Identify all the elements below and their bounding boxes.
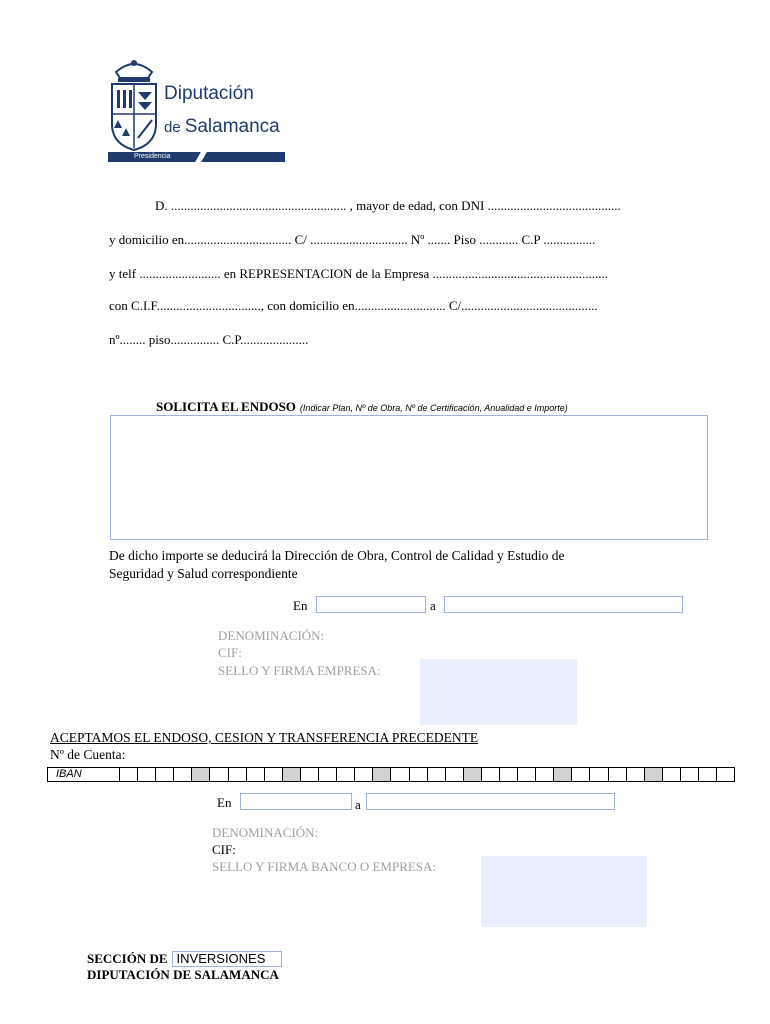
iban-digit[interactable] (663, 768, 681, 781)
iban-digit[interactable] (500, 768, 518, 781)
company-en-label: En (293, 598, 308, 613)
iban-separator (554, 768, 572, 781)
endoso-details-textarea[interactable] (110, 415, 708, 540)
iban-digit[interactable] (337, 768, 355, 781)
seccion-input[interactable]: INVERSIONES (172, 951, 283, 967)
iban-digit[interactable] (355, 768, 373, 781)
iban-digit[interactable] (536, 768, 554, 781)
iban-digit[interactable] (681, 768, 699, 781)
iban-digit[interactable] (482, 768, 500, 781)
form-line-phone: y telf ......................... en REPRESENTACION de la Empresa ...................................................... (109, 266, 609, 281)
deduction-text-line1: De dicho importe se deducirá la Dirección de Obra, Control de Calidad y Estudio de (109, 548, 565, 563)
form-line-address: y domicilio en................................. C/ .............................. Nº ....... Piso ............ C.P ................ (109, 232, 596, 247)
bank-en-label: En (217, 795, 232, 810)
logo-title: Diputación (164, 83, 254, 104)
form-line-cif: con C.I.F................................, con domicilio en............................ C/.......................................... (109, 298, 598, 313)
iban-digit[interactable] (609, 768, 627, 781)
company-signature-field[interactable] (420, 659, 577, 725)
iban-digit[interactable] (717, 768, 734, 781)
iban-digit[interactable] (301, 768, 319, 781)
company-denominacion-label: DENOMINACIÓN: (218, 628, 325, 643)
iban-digit[interactable] (319, 768, 337, 781)
iban-digit[interactable] (174, 768, 192, 781)
bank-place-input[interactable] (240, 793, 352, 810)
diputacion-footer: DIPUTACIÓN DE SALAMANCA (87, 967, 279, 982)
company-date-input[interactable] (444, 596, 683, 613)
form-line-floor: nº........ piso............... C.P..................... (109, 332, 309, 347)
iban-digit[interactable] (428, 768, 446, 781)
diputacion-logo (108, 58, 288, 164)
seccion-row (87, 950, 282, 968)
iban-digit[interactable] (627, 768, 645, 781)
seccion-label: SECCIÓN DE (87, 951, 168, 966)
bank-denominacion-label: DENOMINACIÓN: (212, 825, 319, 840)
logo-bar (108, 152, 285, 162)
iban-digit[interactable] (410, 768, 428, 781)
iban-separator (192, 768, 210, 781)
iban-separator (464, 768, 482, 781)
iban-digit[interactable] (446, 768, 464, 781)
coat-of-arms-icon (108, 58, 160, 152)
iban-separator (373, 768, 391, 781)
bank-sello-label: SELLO Y FIRMA BANCO O EMPRESA: (212, 859, 437, 874)
solicita-heading (156, 398, 568, 416)
iban-digit[interactable] (265, 768, 283, 781)
solicita-title: SOLICITA EL ENDOSO (156, 399, 296, 414)
bank-a-label: a (355, 797, 361, 812)
deduction-text-line2: Seguridad y Salud correspondiente (109, 566, 298, 581)
company-sello-label: SELLO Y FIRMA EMPRESA: (218, 663, 381, 678)
iban-separator (645, 768, 663, 781)
iban-digit[interactable] (391, 768, 409, 781)
bank-signature-field[interactable] (481, 856, 647, 927)
company-place-input[interactable] (316, 596, 426, 613)
iban-label: IBAN (48, 768, 120, 781)
company-a-label: a (430, 598, 436, 613)
iban-field[interactable] (47, 767, 735, 782)
company-cif-label: CIF: (218, 645, 242, 660)
solicita-hint: (Indicar Plan, Nº de Obra, Nº de Certificación, Anualidad e Importe) (299, 403, 568, 413)
logo-bar-label: Presidencia (134, 153, 171, 160)
bank-date-input[interactable] (366, 793, 615, 810)
bank-cif-label: CIF: (212, 842, 236, 857)
iban-digit[interactable] (247, 768, 265, 781)
iban-separator (283, 768, 301, 781)
form-line-name: D. ...................................................... , mayor de edad, con DNI ......................................... (155, 198, 621, 213)
iban-digit[interactable] (518, 768, 536, 781)
acceptance-title: ACEPTAMOS EL ENDOSO, CESION Y TRANSFERENCIA PRECEDENTE (50, 730, 479, 745)
iban-digit[interactable] (120, 768, 138, 781)
iban-digit[interactable] (699, 768, 717, 781)
iban-digit[interactable] (590, 768, 608, 781)
account-number-label: Nº de Cuenta: (50, 747, 126, 762)
logo-subtitle: de Salamanca (164, 116, 280, 137)
iban-digit[interactable] (572, 768, 590, 781)
iban-digit[interactable] (229, 768, 247, 781)
iban-digit[interactable] (138, 768, 156, 781)
iban-digit[interactable] (156, 768, 174, 781)
iban-digit[interactable] (210, 768, 228, 781)
